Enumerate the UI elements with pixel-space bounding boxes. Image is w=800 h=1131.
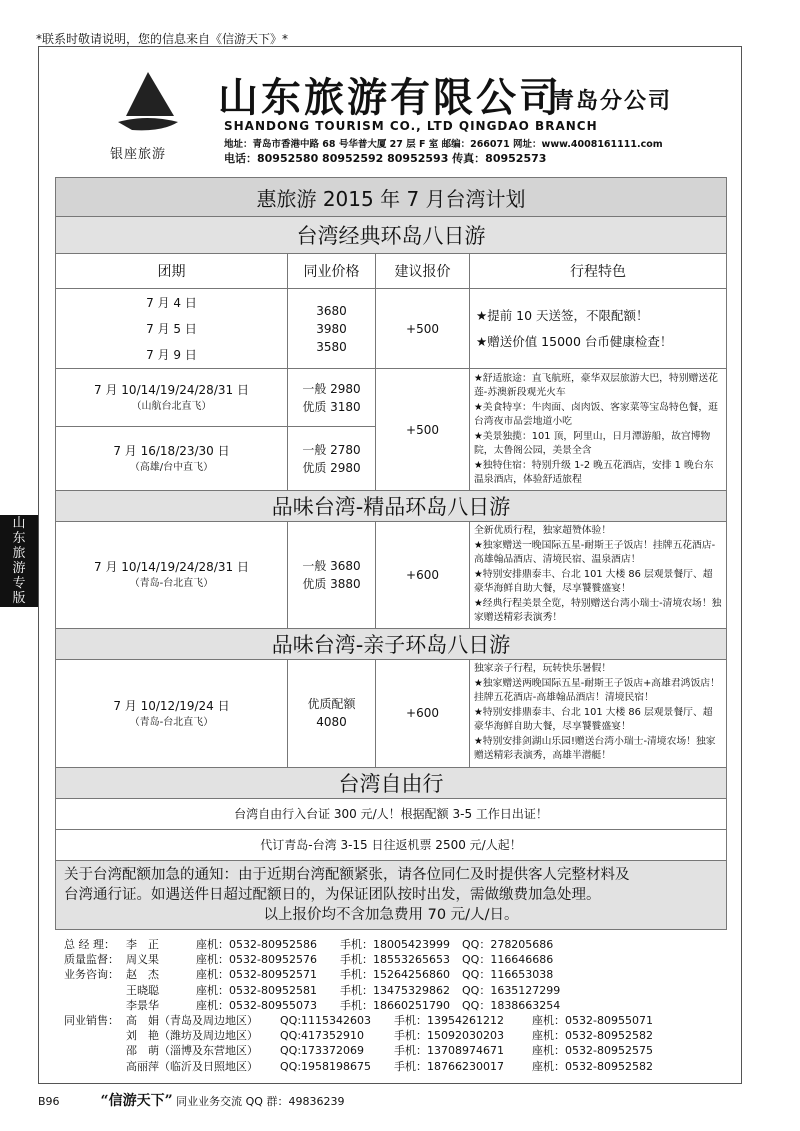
date-cell: 7 月 4 日 7 月 5 日 7 月 9 日 [56,289,288,369]
page-footer [38,1090,344,1110]
price-cell: 一般 2780 优质 2980 [288,427,376,491]
company-name-en: SHANDONG TOURISM CO., LTD QINGDAO BRANCH [224,119,598,133]
page-number: B96 [38,1095,60,1108]
price-cell: 3680 3980 3580 [288,289,376,369]
suggested-cell: +500 [376,289,470,369]
section-title: 台湾经典环岛八日游 [56,217,727,254]
price-cell: 优质配额 4080 [288,659,376,767]
price-cell: 一般 2980 优质 3180 [288,369,376,427]
suggested-cell: +600 [376,522,470,629]
features-cell: 独家亲子行程，玩转快乐暑假！ ★独家赠送两晚国际五星-耐斯王子饭店+高雄君鸿饭店！挂牌五花酒店-高雄翰品酒店！清境民宿！ ★特别安排鼎泰丰、台北 101 大楼 86 层观景餐厅、超豪华海鲜自助大餐，尽享饕餮盛宴！ ★特别安排剑湖山乐园!赠送台湾小瑞士-清境农场！独家赠送精彩表演秀，高雄半潜艇！ [470,659,727,767]
features-cell: ★舒适旅途：直飞航班，豪华双层旅游大巴，特别赠送花莲-苏澳新段观光火车 ★美食特享：牛肉面、卤肉饭、客家菜等宝岛特色餐，逛台湾夜市品尝地道小吃 ★美景独揽：101 顶，阿里山，日月潭游船，故宫博物院，太鲁阁公园，美景全含 ★独特住宿：特别升级 1-2 晚五花酒店，安排 1 晚台东温泉酒店，体验舒适旅程 [470,369,727,491]
notice-line-2: 台湾通行证。如遇送件日超过配额日的，为保证团队按时出发，需做缴费加急处理。 [64,886,601,903]
section-title: 品味台湾-精品环岛八日游 [56,491,727,522]
col-suggested-header: 建议报价 [376,254,470,289]
free-travel-line-2: 代订青岛-台湾 3-15 日往返机票 2500 元/人起！ [56,829,727,860]
col-features-header: 行程特色 [470,254,727,289]
footer-brand: “信游天下” [100,1093,173,1109]
date-cell: 7 月 10/14/19/24/28/31 日 （青岛-台北直飞） [56,522,288,629]
notice-box [56,860,727,929]
logo-caption: 银座旅游 [110,147,167,162]
side-tab [0,515,38,607]
side-tab-label: 山东旅游专版 [12,516,26,606]
features-cell: 全新优质行程，独家超赞体验！ ★独家赠送一晚国际五星-耐斯王子饭店！挂牌五花酒店-高雄翰品酒店、清境民宿、温泉酒店！ ★特别安排鼎泰丰、台北 101 大楼 86 层观景餐厅、超豪华海鲜自助大餐，尽享饕餮盛宴！ ★经典行程美景全览，特别赠送台湾小瑞士-清境农场！独家赠送精彩表演秀！ [470,522,727,629]
top-note: *联系时敬请说明，您的信息来自《信游天下》* [36,32,289,46]
features-cell: ★提前 10 天送签，不限配额！ ★赠送价值 15000 台币健康检查！ [470,289,727,369]
suggested-cell: +600 [376,659,470,767]
price-cell: 一般 3680 优质 3880 [288,522,376,629]
company-name: 山东旅游有限公司 [218,74,562,121]
plan-title: 惠旅游 2015 年 7 月台湾计划 [56,178,727,217]
phone-line: 电话：80952580 80952592 80952593 传真：80952573 [224,152,547,165]
footer-group: 同业业务交流 QQ 群：49836239 [176,1095,345,1108]
itinerary-table [55,177,727,930]
section-title: 品味台湾-亲子环岛八日游 [56,628,727,659]
free-travel-line-1: 台湾自由行入台证 300 元/人！根据配额 3-5 工作日出证！ [56,798,727,829]
date-cell: 7 月 10/12/19/24 日 （青岛-台北直飞） [56,659,288,767]
free-travel-title: 台湾自由行 [56,767,727,798]
branch-name: 青岛分公司 [552,88,673,114]
date-cell: 7 月 10/14/19/24/28/31 日 （山航台北直飞） [56,369,288,427]
sail-logo-icon [112,70,182,140]
address-line: 地址：青岛市香港中路 68 号华普大厦 27 层 F 室 邮编：266071 网址：www.4008161111.com [224,139,663,150]
suggested-cell: +500 [376,369,470,491]
col-date-header: 团期 [56,254,288,289]
date-cell: 7 月 16/18/23/30 日 （高雄/台中直飞） [56,427,288,491]
notice-line-1: 关于台湾配额加急的通知：由于近期台湾配额紧张，请各位同仁及时提供客人完整材料及 [64,866,630,883]
notice-line-3: 以上报价均不含加急费用 70 元/人/日。 [263,906,519,923]
col-price-header: 同业价格 [288,254,376,289]
